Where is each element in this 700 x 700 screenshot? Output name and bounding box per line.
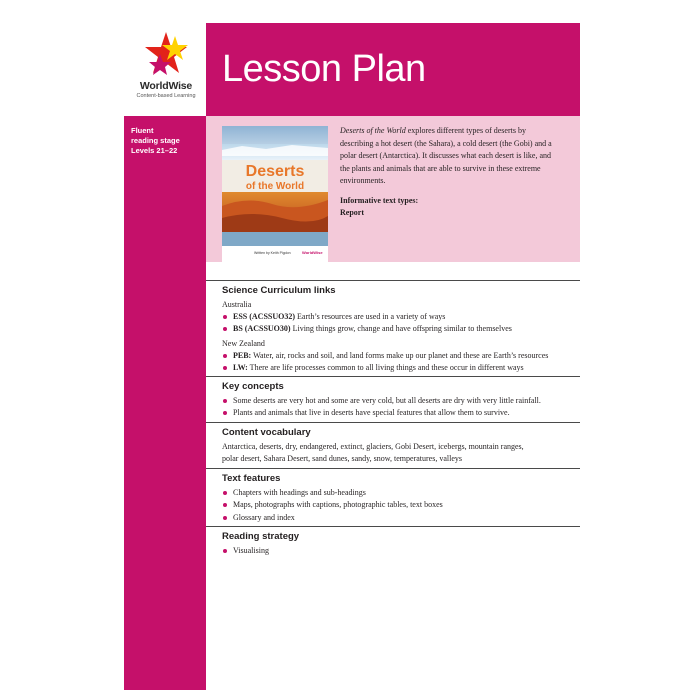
stage-line: reading stage bbox=[131, 136, 180, 145]
list-item: Maps, photographs with captions, photographic tables, text boxes bbox=[222, 499, 582, 511]
cover-title-line: Deserts bbox=[245, 163, 305, 180]
vocabulary-line: Antarctica, deserts, dry, endangered, extinct, glaciers, Gobi Desert, icebergs, mountain ranges, bbox=[222, 442, 524, 451]
new-zealand-list bbox=[222, 350, 582, 375]
book-title: Deserts of the World bbox=[340, 126, 406, 135]
vocabulary-list bbox=[222, 441, 582, 466]
curriculum-text: There are life processes common to all living things and these occur in different ways bbox=[247, 362, 524, 372]
curriculum-code: ESS (ACSSUO32) bbox=[233, 312, 296, 321]
australia-list bbox=[222, 311, 582, 336]
list-item bbox=[222, 311, 582, 323]
curriculum-text: Earth’s resources are used in a variety of ways bbox=[295, 312, 446, 321]
text-features-section bbox=[222, 473, 582, 524]
page-title: Lesson Plan bbox=[222, 48, 426, 90]
list-item: Plants and animals that live in deserts have special features that allow them to survive. bbox=[222, 407, 582, 419]
cover-title bbox=[222, 164, 328, 194]
section-heading: Content vocabulary bbox=[222, 427, 311, 438]
section-heading: Reading strategy bbox=[222, 531, 300, 542]
intro-description bbox=[340, 125, 560, 188]
reading-strategy-list bbox=[222, 545, 582, 557]
text-types bbox=[340, 195, 560, 220]
reading-stage bbox=[131, 126, 180, 156]
sidebar bbox=[124, 116, 206, 690]
book-cover bbox=[222, 126, 328, 262]
section-divider bbox=[206, 376, 580, 377]
section-divider bbox=[206, 422, 580, 423]
section-divider bbox=[206, 468, 580, 469]
text-types-value: Report bbox=[340, 208, 364, 217]
list-item: Chapters with headings and sub-headings bbox=[222, 487, 582, 499]
curriculum-code: BS (ACSSUO30) bbox=[233, 324, 291, 334]
text-features-list bbox=[222, 487, 582, 524]
curriculum-section bbox=[222, 285, 582, 374]
list-item: Glossary and index bbox=[222, 512, 582, 524]
list-item: Visualising bbox=[222, 545, 582, 557]
book-cover-image bbox=[222, 126, 328, 262]
key-concepts-section bbox=[222, 381, 582, 420]
brand-name: WorldWise bbox=[139, 80, 193, 92]
vocabulary-section bbox=[222, 427, 582, 466]
curriculum-code: PEB: bbox=[233, 350, 252, 360]
list-item bbox=[222, 323, 582, 335]
list-item: Some deserts are very hot and some are very cold, but all deserts are dry with very little rainfall. bbox=[222, 395, 582, 407]
list-item bbox=[222, 350, 582, 362]
star-logo-icon bbox=[142, 30, 190, 80]
curriculum-code: LW: bbox=[233, 362, 248, 372]
section-heading: Text features bbox=[222, 473, 281, 484]
stage-line: Levels 21–22 bbox=[131, 146, 178, 155]
book-description: explores different types of deserts by describing a hot desert (the Sahara), a cold desert (the Gobi) and a polar desert (Antarctica). It discusses what each desert is like, and the plants and animals that are able to survive in these extreme environments. bbox=[340, 126, 552, 185]
region-label: Australia bbox=[222, 300, 252, 309]
cover-title-line: of the World bbox=[245, 181, 305, 192]
text-types-label: Informative text types: bbox=[340, 195, 419, 205]
reading-strategy-section bbox=[222, 531, 582, 557]
key-concepts-list bbox=[222, 395, 582, 420]
header-bar bbox=[206, 23, 580, 116]
section-heading: Key concepts bbox=[222, 381, 284, 392]
worldwise-logo bbox=[128, 30, 204, 110]
vocabulary-line: polar desert, Sahara Desert, sand dunes, sandy, snow, temperatures, valleys bbox=[222, 454, 462, 464]
brand-tagline: Content-based Learning bbox=[136, 93, 196, 99]
list-item bbox=[222, 362, 582, 374]
stage-line: Fluent bbox=[131, 126, 154, 135]
section-heading: Science Curriculum links bbox=[222, 285, 336, 296]
curriculum-text: Water, air, rocks and soil, and land forms make up our planet and these are Earth’s resources bbox=[251, 350, 549, 360]
intro-text bbox=[340, 125, 560, 220]
region-label: New Zealand bbox=[222, 338, 265, 348]
cover-author: Written by Keith Pigdon bbox=[254, 251, 291, 255]
section-divider bbox=[206, 280, 580, 281]
section-divider bbox=[206, 526, 580, 527]
cover-publisher-logo: WorldWise bbox=[302, 250, 323, 255]
curriculum-text: Living things grow, change and have offspring similar to themselves bbox=[290, 324, 512, 334]
